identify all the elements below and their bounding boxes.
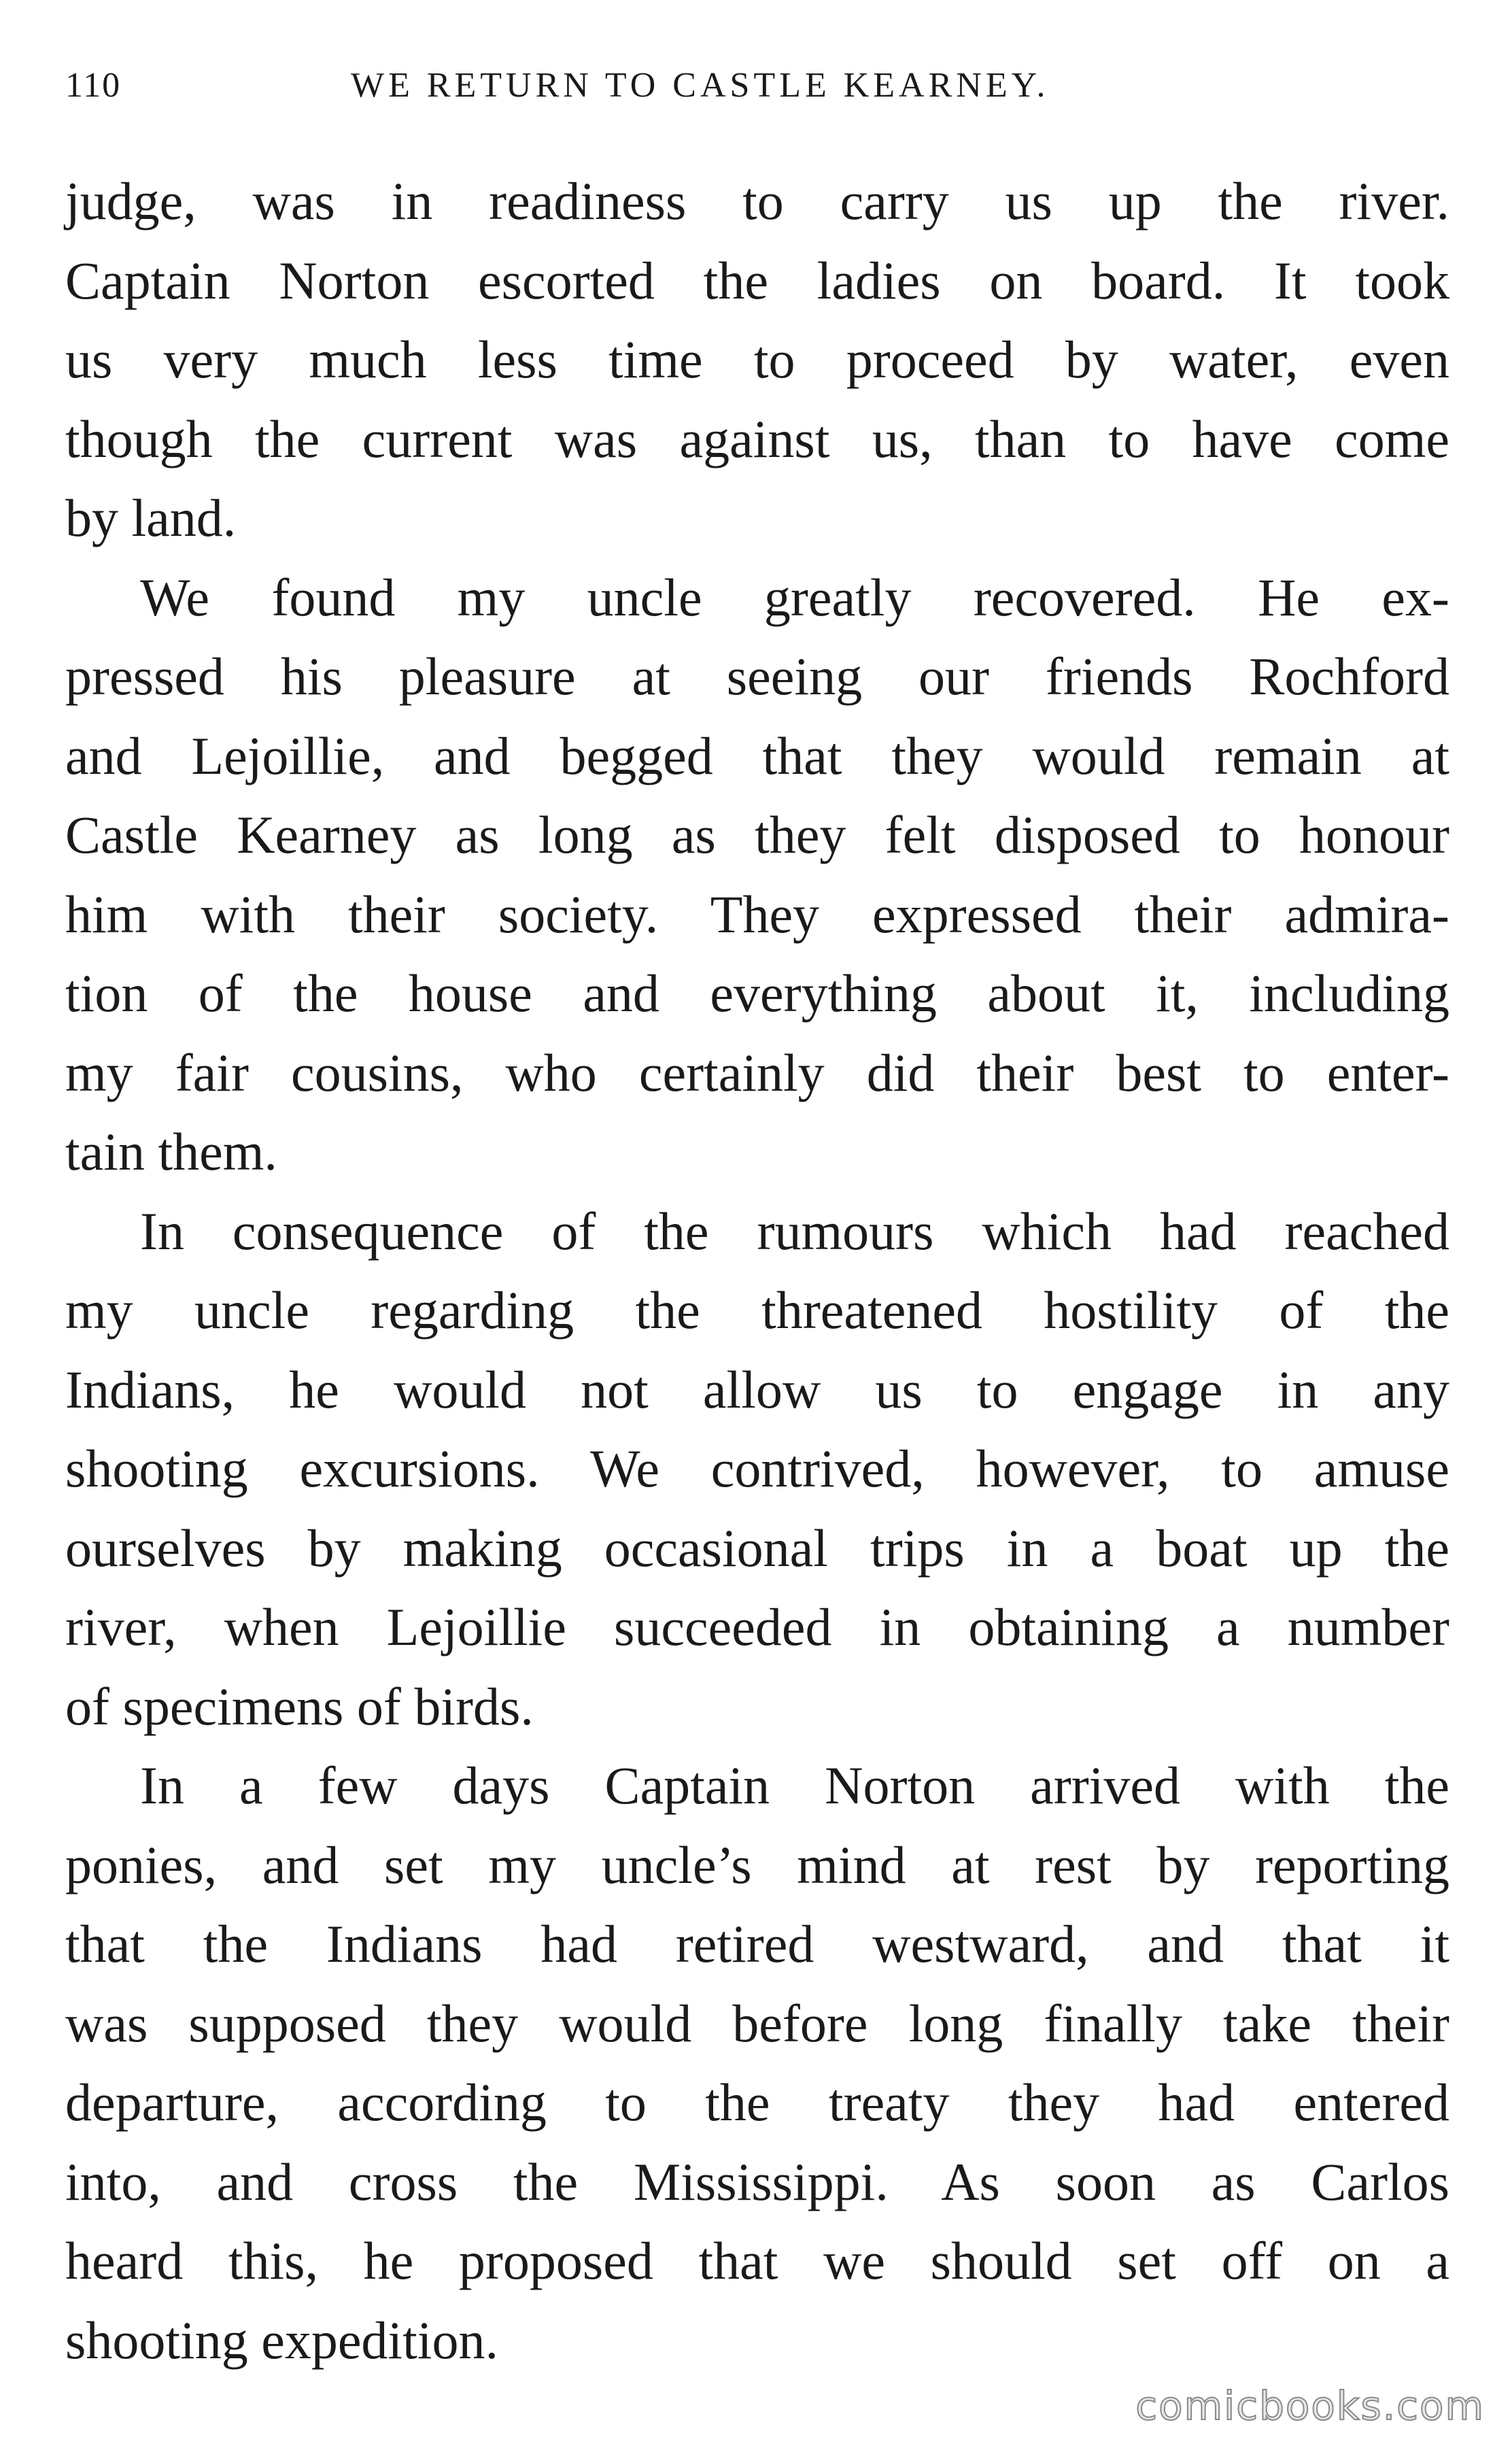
- text-line: pressed his pleasure at seeing our friends Rochford: [65, 647, 1449, 706]
- text-line: that the Indians had retired westward, and that it: [65, 1914, 1449, 1973]
- text-line: In a few days Captain Norton arrived with the: [140, 1756, 1449, 1815]
- text-line: shooting expedition.: [65, 2310, 498, 2370]
- page-header: [65, 65, 1452, 120]
- text-line: tion of the house and everything about it, including: [65, 964, 1449, 1023]
- text-line: departure, according to the treaty they had entered: [65, 2073, 1449, 2132]
- text-line: river, when Lejoillie succeeded in obtaining a number: [65, 1597, 1449, 1656]
- text-line: was supposed they would before long finally take their: [65, 1993, 1449, 2053]
- text-line: In consequence of the rumours which had reached: [140, 1201, 1449, 1261]
- text-line: ourselves by making occasional trips in a boat up the: [65, 1518, 1449, 1578]
- running-head: WE RETURN TO CASTLE KEARNEY.: [351, 66, 1050, 105]
- page-number: 110: [65, 66, 122, 105]
- body-text: [65, 162, 1449, 2380]
- text-line: and Lejoillie, and begged that they would remain at: [65, 726, 1449, 785]
- text-line: Indians, he would not allow us to engage in any: [65, 1359, 1449, 1419]
- text-line: of specimens of birds.: [65, 1676, 534, 1736]
- text-line: by land.: [65, 488, 237, 547]
- text-line: my fair cousins, who certainly did their best to enter-: [65, 1042, 1449, 1102]
- text-line: shooting excursions. We contrived, however, to amuse: [65, 1439, 1449, 1498]
- paragraph: [65, 1746, 1449, 2380]
- text-line: ponies, and set my uncle’s mind at rest by reporting: [65, 1835, 1449, 1894]
- paragraph: [65, 1192, 1449, 1747]
- text-line: though the current was against us, than to have come: [65, 409, 1449, 469]
- text-line: my uncle regarding the threatened hostility of the: [65, 1280, 1449, 1340]
- text-line: Captain Norton escorted the ladies on board. It took: [65, 250, 1449, 310]
- text-line: judge, was in readiness to carry us up the river.: [65, 171, 1449, 231]
- text-line: tain them.: [65, 1122, 277, 1181]
- paragraph: [65, 162, 1449, 558]
- text-line: into, and cross the Mississippi. As soon as Carlos: [65, 2152, 1449, 2211]
- text-line: Castle Kearney as long as they felt disposed to honour: [65, 805, 1449, 864]
- text-line: us very much less time to proceed by water, even: [65, 330, 1449, 389]
- watermark: comicbooks.com: [1135, 2383, 1485, 2429]
- text-line: him with their society. They expressed their admira-: [65, 884, 1449, 944]
- paragraph: [65, 558, 1449, 1192]
- text-line: We found my uncle greatly recovered. He ex-: [140, 567, 1449, 627]
- text-line: heard this, he proposed that we should set off on a: [65, 2231, 1449, 2290]
